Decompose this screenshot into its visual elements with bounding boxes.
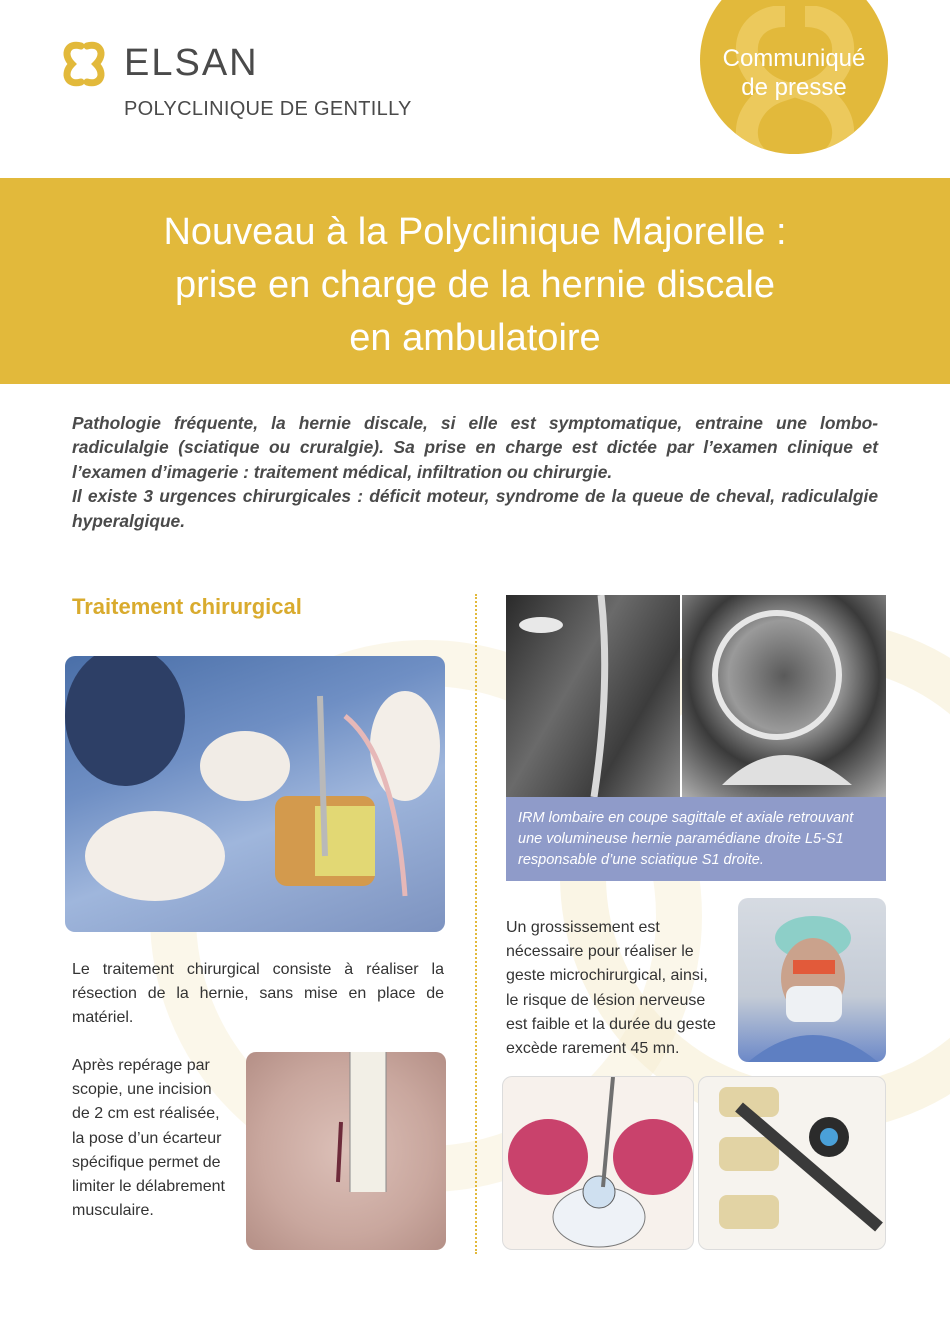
surgery-photo [65, 656, 445, 932]
badge-line-2: de presse [741, 74, 847, 101]
section-title: Traitement chirurgical [72, 594, 302, 619]
mri-caption [506, 797, 886, 881]
intro-paragraph-2: Il existe 3 urgences chirurgicales : déficit moteur, syndrome de la queue de cheval, radiculalgie hyperalgique. [72, 486, 878, 531]
left-paragraph-2: Après repérage par scopie, une incision de 2 cm est réalisée, la pose d’un écarteur spécifique permet de limiter le délabrement musculaire. [72, 1057, 225, 1220]
clinic-name: POLYCLINIQUE DE GENTILLY [124, 98, 412, 120]
mri-sagittal-image [506, 595, 680, 797]
page-title [0, 206, 950, 365]
title-line-1: Nouveau à la Polyclinique Majorelle : [163, 211, 787, 253]
anatomy-illustration-spine [698, 1076, 886, 1250]
surgeon-photo [738, 898, 886, 1062]
badge-line-1: Communiqué [722, 45, 866, 72]
right-paragraph: Un grossissement est nécessaire pour réaliser le geste microchirurgical, ainsi, le risque de lésion nerveuse est faible et la durée du geste excède rarement 45 mn. [506, 919, 716, 1058]
press-release-badge [700, 0, 888, 154]
intro-text [72, 411, 878, 533]
elsan-logo-icon [58, 40, 110, 90]
left-paragraph-1: Le traitement chirurgical consiste à réaliser la résection de la hernie, sans mise en place de matériel. [72, 961, 444, 1027]
mri-axial-image [682, 595, 886, 797]
title-line-3: en ambulatoire [349, 317, 601, 359]
incision-photo [246, 1052, 446, 1250]
title-line-2: prise en charge de la hernie discale [175, 264, 775, 306]
title-band [0, 178, 950, 384]
column-divider [475, 594, 477, 1254]
mri-caption-text: IRM lombaire en coupe sagittale et axiale retrouvant une volumineuse hernie paramédiane droite L5-S1 responsable d’une sciatique S1 droite. [518, 810, 854, 868]
brand-name: ELSAN [124, 42, 259, 84]
intro-paragraph-1: Pathologie fréquente, la hernie discale, si elle est symptomatique, entraine une lombo-radiculalgie (sciatique ou cruralgie). Sa prise en charge est dictée par l’examen clinique et l’examen d’imagerie : traitement médical, infiltration ou chirurgie. [72, 413, 878, 482]
anatomy-illustration-axial [502, 1076, 694, 1250]
badge-text [700, 44, 888, 102]
